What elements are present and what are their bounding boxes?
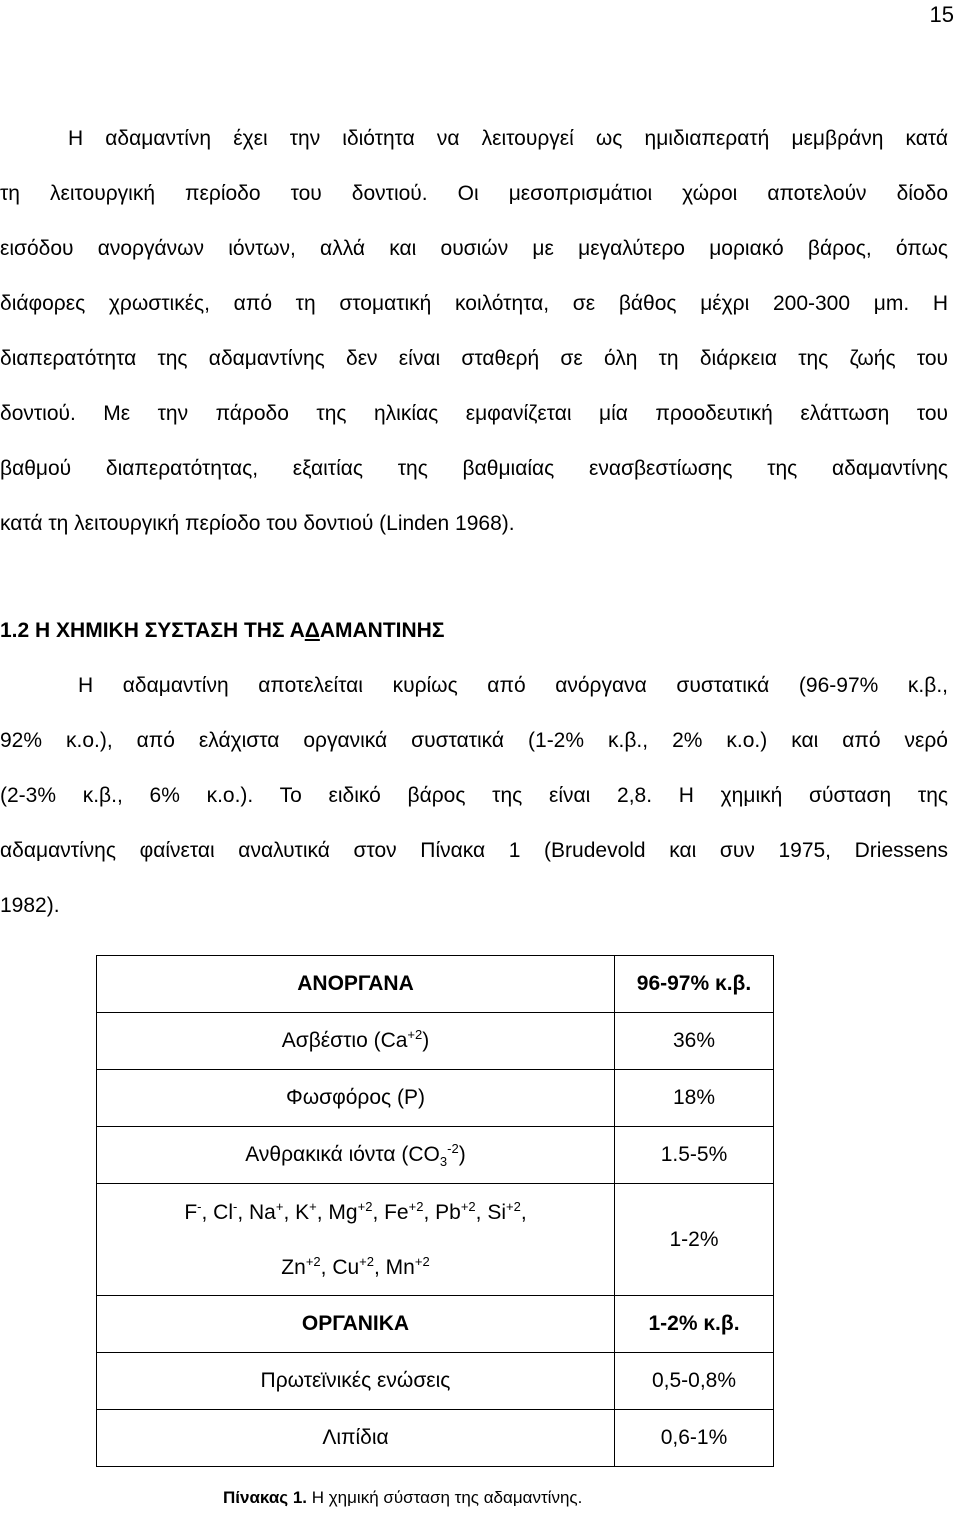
organic-header: ΟΡΓΑΝΙΚΑ xyxy=(97,1296,615,1353)
text-line: αδαμαντίνης φαίνεται αναλυτικά στον Πίνακα 1 (Brudevold και συν 1975, Driessens xyxy=(0,839,948,862)
ion-charge: - xyxy=(197,1198,202,1214)
caption-text: Η χημική σύσταση της αδαμαντίνης. xyxy=(307,1488,583,1507)
carbonate-value: 1.5-5% xyxy=(615,1127,774,1184)
table-row xyxy=(97,1127,774,1184)
ion-f: F xyxy=(184,1200,198,1224)
ion-mn: Mn xyxy=(385,1255,415,1279)
protein-label: Πρωτεϊνικές ενώσεις xyxy=(97,1353,615,1410)
table-caption xyxy=(223,1488,582,1508)
calcium-text: Ασβέστιο (Ca xyxy=(281,1029,408,1052)
paragraph-composition xyxy=(0,658,948,933)
carbonate-charge: -2 xyxy=(447,1141,459,1156)
phosphorus-label: Φωσφόρος (P) xyxy=(97,1070,615,1127)
ion-charge: + xyxy=(309,1198,317,1214)
carbonate-subscript: 3 xyxy=(439,1154,448,1170)
text-line: 1982). xyxy=(0,894,60,917)
caption-label: Πίνακας 1. xyxy=(223,1488,308,1507)
calcium-label xyxy=(97,1013,615,1070)
text-line: κατά τη λειτουργική περίοδο του δοντιού (Linden 1968). xyxy=(0,512,515,535)
carbonate-label xyxy=(97,1127,615,1184)
heading-underlined-letter: Δ xyxy=(304,619,320,642)
text-line: βαθμού διαπερατότητας, εξαιτίας της βαθμιαίας ενασβεστίωσης της αδαμαντίνης xyxy=(0,457,948,480)
text-line: τη λειτουργική περίοδο του δοντιού. Οι μεσοπρισμάτιοι χώροι αποτελούν δίοδο xyxy=(0,182,948,205)
ion-charge: +2 xyxy=(460,1198,476,1214)
ion-cu: Cu xyxy=(332,1255,360,1279)
text-line: 92% κ.ο.), από ελάχιστα οργανικά συστατικά (1-2% κ.β., 2% κ.ο.) και από νερό xyxy=(0,729,948,752)
phosphorus-value: 18% xyxy=(615,1070,774,1127)
heading-prefix: 1.2 Η ΧΗΜΙΚΗ ΣΥΣΤΑΣΗ ΤΗΣ Α xyxy=(0,619,305,642)
ion-pb: Pb xyxy=(435,1200,461,1224)
protein-value: 0,5-0,8% xyxy=(615,1353,774,1410)
ion-mg: Mg xyxy=(328,1200,358,1224)
carbonate-close: ) xyxy=(458,1143,466,1166)
paragraph-permeability xyxy=(0,111,948,551)
heading-suffix: ΑΜΑΝΤΙΝΗΣ xyxy=(319,619,445,642)
text-line: δοντιού. Με την πάροδο της ηλικίας εμφανίζεται μία προοδευτική ελάττωση του xyxy=(0,402,948,425)
ion-zn: Zn xyxy=(281,1255,306,1279)
calcium-value: 36% xyxy=(615,1013,774,1070)
text-line: (2-3% κ.β., 6% κ.ο.). Το ειδικό βάρος της είναι 2,8. Η χημική σύσταση της xyxy=(0,784,948,807)
trace-line-2: $Zn^{+2}$, $Cu^{+2}$, $Mn^{+2}$ xyxy=(281,1253,430,1279)
text-line: Η αδαμαντίνη έχει την ιδιότητα να λειτουργεί ως ημιδιαπερατή μεμβράνη κατά xyxy=(68,127,948,150)
ion-charge: - xyxy=(233,1198,238,1214)
ion-charge: +2 xyxy=(357,1198,373,1214)
table-row xyxy=(97,1013,774,1070)
ion-na: Na xyxy=(249,1200,276,1224)
organic-value: 1-2% κ.β. xyxy=(615,1296,774,1353)
ion-charge: +2 xyxy=(359,1253,374,1269)
inorganic-value: 96-97% κ.β. xyxy=(615,956,774,1013)
table-row xyxy=(97,1070,774,1127)
text-line: διάφορες χρωστικές, από τη στοματική κοιλότητα, σε βάθος μέχρι 200-300 μm. Η xyxy=(0,292,948,315)
table-row xyxy=(97,1296,774,1353)
ion-k: K xyxy=(295,1200,310,1224)
carbonate-text: Ανθρακικά ιόντα (CO xyxy=(245,1143,440,1166)
ion-charge: +2 xyxy=(414,1253,430,1269)
text-line: διαπερατότητα της αδαμαντίνης δεν είναι σταθερή σε όλη τη διάρκεια της ζωής του xyxy=(0,347,948,370)
section-heading xyxy=(0,603,444,658)
calcium-charge: +2 xyxy=(407,1027,423,1042)
text-line: Η αδαμαντίνη αποτελείται κυρίως από ανόργανα συστατικά (96-97% κ.β., xyxy=(78,674,948,697)
inorganic-header: ΑΝΟΡΓΑΝΑ xyxy=(97,956,615,1013)
trace-elements-label xyxy=(97,1184,615,1296)
trace-elements-value: 1-2% xyxy=(615,1184,774,1296)
table-row xyxy=(97,1184,774,1296)
trace-line-1: F-, Cl-, Na+, K+, $Mg^{+2}$, $Fe^{+2}$, $Pb^{+2}$, $Si^{+2}$, xyxy=(184,1198,527,1224)
lipid-label: Λιπίδια xyxy=(97,1410,615,1467)
text-line: εισόδου ανοργάνων ιόντων, αλλά και ουσιών με μεγαλύτερο μοριακό βάρος, όπως xyxy=(0,237,948,260)
calcium-close: ) xyxy=(422,1029,430,1052)
lipid-value: 0,6-1% xyxy=(615,1410,774,1467)
ion-cl: Cl xyxy=(213,1200,233,1224)
ion-charge: + xyxy=(275,1198,284,1214)
ion-charge: +2 xyxy=(305,1253,321,1269)
ion-fe: Fe xyxy=(384,1200,409,1224)
ion-charge: +2 xyxy=(408,1198,424,1214)
table-row xyxy=(97,1353,774,1410)
ion-charge: +2 xyxy=(506,1198,521,1214)
composition-table xyxy=(96,955,774,1467)
page-number: 15 xyxy=(929,2,954,27)
table-row xyxy=(97,1410,774,1467)
table-row xyxy=(97,956,774,1013)
ion-si: Si xyxy=(487,1200,506,1224)
